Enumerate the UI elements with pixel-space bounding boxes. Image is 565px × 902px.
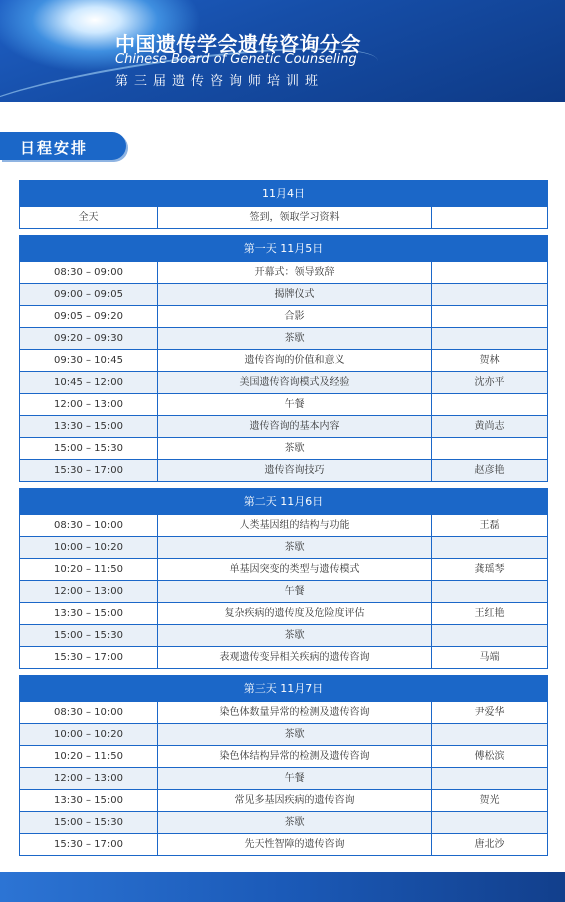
schedule-row [20, 437, 547, 459]
topic-cell: 美国遗传咨询模式及经验 [158, 372, 432, 393]
topic-cell: 遗传咨询技巧 [158, 460, 432, 481]
time-cell: 09:30 – 10:45 [20, 350, 158, 371]
topic-cell: 茶歇 [158, 438, 432, 459]
schedule-row [20, 206, 547, 228]
speaker-cell: 贺林 [479, 355, 500, 366]
schedule-row [20, 602, 547, 624]
time-cell: 13:30 – 15:00 [20, 603, 158, 624]
day-block [19, 180, 548, 229]
time-cell: 09:05 – 09:20 [20, 306, 158, 327]
day-block [19, 675, 548, 856]
topic-cell: 茶歇 [158, 537, 432, 558]
topic-cell: 表观遗传变异相关疾病的遗传咨询 [158, 647, 432, 668]
speaker-cell: 尹爱华 [474, 707, 505, 718]
speaker-cell [432, 262, 547, 283]
time-cell: 12:00 – 13:00 [20, 768, 158, 789]
topic-cell: 先天性智障的遗传咨询 [158, 834, 432, 855]
organization-title-en: Chinese Board of Genetic Counseling [115, 52, 357, 67]
speaker-cell: 黄尚志 [474, 421, 505, 432]
time-cell: 15:30 – 17:00 [20, 834, 158, 855]
topic-cell: 复杂疾病的遗传度及危险度评估 [158, 603, 432, 624]
schedule-row [20, 580, 547, 602]
footer-bar [0, 872, 565, 902]
schedule-row [20, 283, 547, 305]
schedule-row [20, 349, 547, 371]
time-cell: 15:00 – 15:30 [20, 438, 158, 459]
speaker-cell: 王磊 [479, 520, 500, 531]
topic-cell: 遗传咨询的价值和意义 [158, 350, 432, 371]
time-cell: 13:30 – 15:00 [20, 416, 158, 437]
time-cell: 13:30 – 15:00 [20, 790, 158, 811]
time-cell: 15:30 – 17:00 [20, 460, 158, 481]
topic-cell: 遗传咨询的基本内容 [158, 416, 432, 437]
schedule-row [20, 261, 547, 283]
topic-cell: 午餐 [158, 768, 432, 789]
speaker-cell [432, 625, 547, 646]
speaker-cell: 赵彦艳 [474, 465, 505, 476]
time-cell: 10:45 – 12:00 [20, 372, 158, 393]
time-cell: 10:20 – 11:50 [20, 559, 158, 580]
time-cell: 10:00 – 10:20 [20, 537, 158, 558]
speaker-cell: 王红艳 [474, 608, 505, 619]
schedule-row [20, 558, 547, 580]
time-cell: 15:00 – 15:30 [20, 812, 158, 833]
schedule-row [20, 371, 547, 393]
topic-cell: 茶歇 [158, 328, 432, 349]
schedule-row [20, 811, 547, 833]
topic-cell: 茶歇 [158, 812, 432, 833]
speaker-cell: 唐北沙 [474, 839, 505, 850]
program-subtitle: 第三届遗传咨询师培训班 [115, 74, 325, 89]
speaker-cell: 沈亦平 [474, 377, 505, 388]
speaker-cell [432, 394, 547, 415]
topic-cell: 揭牌仪式 [158, 284, 432, 305]
day-heading: 第二天 11月6日 [20, 489, 547, 514]
schedule-table [19, 180, 548, 856]
schedule-row [20, 624, 547, 646]
time-cell: 09:00 – 09:05 [20, 284, 158, 305]
speaker-cell: 傅松滨 [474, 751, 505, 762]
schedule-row [20, 745, 547, 767]
time-cell: 15:00 – 15:30 [20, 625, 158, 646]
time-cell: 全天 [20, 207, 158, 228]
speaker-cell [432, 306, 547, 327]
day-heading: 11月4日 [20, 181, 547, 206]
day-block [19, 488, 548, 669]
speaker-cell [432, 284, 547, 305]
schedule-row [20, 393, 547, 415]
schedule-row [20, 305, 547, 327]
schedule-row [20, 536, 547, 558]
speaker-cell [432, 207, 547, 228]
day-block [19, 235, 548, 482]
topic-cell: 常见多基因疾病的遗传咨询 [158, 790, 432, 811]
schedule-row [20, 789, 547, 811]
section-tag [0, 132, 126, 160]
time-cell: 08:30 – 09:00 [20, 262, 158, 283]
speaker-cell [432, 768, 547, 789]
topic-cell: 签到，领取学习资料 [158, 207, 432, 228]
topic-cell: 午餐 [158, 581, 432, 602]
schedule-row [20, 767, 547, 789]
speaker-cell: 贺光 [479, 795, 500, 806]
schedule-row [20, 646, 547, 668]
section-title: 日程安排 [20, 139, 89, 157]
speaker-cell: 马端 [479, 652, 500, 663]
topic-cell: 染色体结构异常的检测及遗传咨询 [158, 746, 432, 767]
time-cell: 12:00 – 13:00 [20, 581, 158, 602]
schedule-row [20, 833, 547, 855]
topic-cell: 午餐 [158, 394, 432, 415]
time-cell: 10:00 – 10:20 [20, 724, 158, 745]
topic-cell: 茶歇 [158, 625, 432, 646]
topic-cell: 单基因突变的类型与遗传模式 [158, 559, 432, 580]
header-banner [0, 0, 565, 102]
time-cell: 12:00 – 13:00 [20, 394, 158, 415]
speaker-cell [432, 328, 547, 349]
schedule-row [20, 415, 547, 437]
topic-cell: 茶歇 [158, 724, 432, 745]
time-cell: 08:30 – 10:00 [20, 515, 158, 536]
day-heading: 第一天 11月5日 [20, 236, 547, 261]
topic-cell: 合影 [158, 306, 432, 327]
topic-cell: 人类基因组的结构与功能 [158, 515, 432, 536]
time-cell: 08:30 – 10:00 [20, 702, 158, 723]
speaker-cell [432, 812, 547, 833]
time-cell: 15:30 – 17:00 [20, 647, 158, 668]
schedule-row [20, 701, 547, 723]
schedule-row [20, 514, 547, 536]
speaker-cell [432, 537, 547, 558]
speaker-cell [432, 724, 547, 745]
speaker-cell [432, 438, 547, 459]
speaker-cell [432, 581, 547, 602]
schedule-row [20, 327, 547, 349]
schedule-row [20, 723, 547, 745]
organization-title-cn: 中国遗传学会遗传咨询分会 [115, 32, 361, 56]
time-cell: 09:20 – 09:30 [20, 328, 158, 349]
speaker-cell: 龚瑶琴 [474, 564, 505, 575]
topic-cell: 染色体数量异常的检测及遗传咨询 [158, 702, 432, 723]
schedule-row [20, 459, 547, 481]
time-cell: 10:20 – 11:50 [20, 746, 158, 767]
day-heading: 第三天 11月7日 [20, 676, 547, 701]
topic-cell: 开幕式：领导致辞 [158, 262, 432, 283]
